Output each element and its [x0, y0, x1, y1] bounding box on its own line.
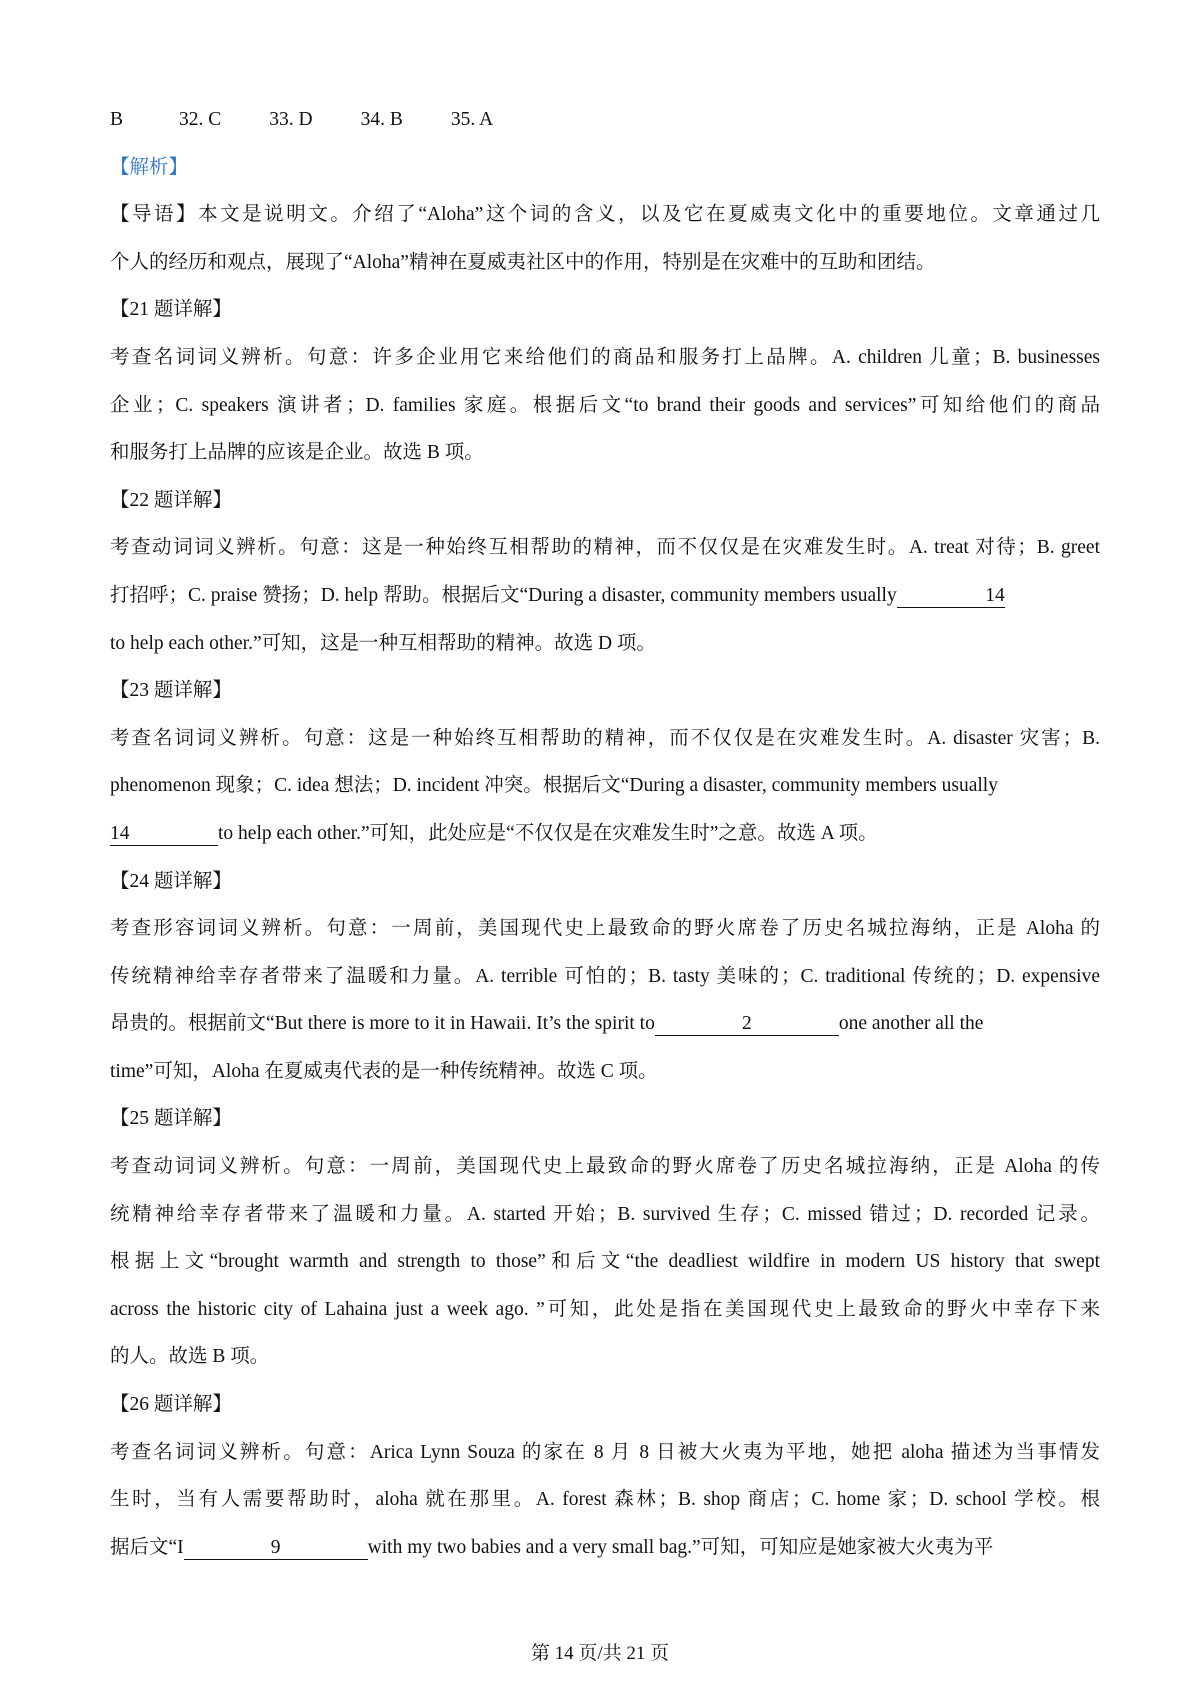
q22-text-line: to help each other.”可知，这是一种互相帮助的精神。故选 D 项。 [110, 632, 656, 654]
q22-text-line [110, 572, 1100, 620]
q26-text-segment: 据后文“I [110, 1536, 184, 1558]
q25-text-line: across the historic city of Lahaina just a week ago. ”可知，此处是指在美国现代史上最致命的野火中幸存下来 [110, 1298, 1100, 1320]
q21-text-line: 企业；C. speakers 演讲者；D. families 家庭。根据后文“to brand their goods and services”可知给他们的商品 [110, 394, 1100, 416]
q23-text-segment: to help each other.”可知，此处应是“不仅仅是在灾难发生时”之意。故选 A 项。 [218, 822, 878, 844]
q24-text-segment: one another all the [838, 1013, 984, 1035]
q22-text-segment: 打招呼；C. praise 赞扬；D. help 帮助。根据后文“During a disaster, community members usually [110, 584, 897, 606]
answer-item: 34. B [360, 109, 403, 130]
q26-heading: 【26 题详解】 [110, 1394, 232, 1416]
q25-text-line: 的人。故选 B 项。 [110, 1346, 270, 1368]
answer-blank: 9 [184, 1537, 368, 1560]
document-body [110, 96, 1100, 1571]
analysis-label: 【解析】 [110, 156, 189, 178]
q25-text-line: 考查动词词义辨析。句意：一周前，美国现代史上最致命的野火席卷了历史名城拉海纳，正是 Aloha 的传 [110, 1156, 1100, 1178]
q25-heading: 【25 题详解】 [110, 1108, 232, 1130]
intro-line: 【导语】本文是说明文。介绍了“Aloha”这个词的含义，以及它在夏威夷文化中的重要地位。文章通过几 [110, 204, 1100, 226]
q26-text-segment: with my two babies and a very small bag.”可知，可知应是她家被大火夷为平 [367, 1536, 994, 1558]
q25-text-line: 统精神给幸存者带来了温暖和力量。A. started 开始；B. survived 生存；C. missed 错过；D. recorded 记录。 [110, 1203, 1100, 1225]
answer-item: 32. C [179, 109, 222, 130]
q21-text-line: 考查名词词义辨析。句意：许多企业用它来给他们的商品和服务打上品牌。A. children 儿童；B. businesses [110, 346, 1100, 368]
page-footer: 第 14 页/共 21 页 [530, 1643, 670, 1664]
answer-blank: 14 [110, 823, 218, 846]
q24-text-line: time”可知，Aloha 在夏威夷代表的是一种传统精神。故选 C 项。 [110, 1060, 658, 1082]
q26-text-line: 考查名词词义辨析。句意：Arica Lynn Souza 的家在 8 月 8 日被大火夷为平地，她把 aloha 描述为当事情发 [110, 1441, 1100, 1463]
answer-blank: 14 [897, 585, 1005, 608]
q22-heading: 【22 题详解】 [110, 489, 232, 511]
q22-text-line: 考查动词词义辨析。句意：这是一种始终互相帮助的精神，而不仅仅是在灾难发生时。A. treat 对待；B. greet [110, 537, 1100, 559]
answer-item: B [110, 109, 124, 130]
answer-key-row [110, 96, 1100, 144]
q23-text-line [110, 810, 1100, 858]
answer-item: 33. D [269, 109, 313, 130]
q24-text-line: 考查形容词词义辨析。句意：一周前，美国现代史上最致命的野火席卷了历史名城拉海纳，正是 Aloha 的 [110, 918, 1100, 940]
q26-text-line [110, 1524, 1100, 1572]
intro-line: 个人的经历和观点，展现了“Aloha”精神在夏威夷社区中的作用，特别是在灾难中的互助和团结。 [110, 251, 936, 273]
q23-text-line: 考查名词词义辨析。句意：这是一种始终互相帮助的精神，而不仅仅是在灾难发生时。A. disaster 灾害；B. [110, 727, 1100, 749]
q24-text-segment: 昂贵的。根据前文“But there is more to it in Hawaii. It’s the spirit to [110, 1013, 655, 1035]
q25-text-line: 根据上文“brought warmth and strength to those”和后文“the deadliest wildfire in modern US history that swept [110, 1251, 1100, 1273]
q26-text-line: 生时，当有人需要帮助时，aloha 就在那里。A. forest 森林；B. shop 商店；C. home 家；D. school 学校。根 [110, 1489, 1100, 1511]
q23-text-line: phenomenon 现象；C. idea 想法；D. incident 冲突。根据后文“During a disaster, community members usually [110, 775, 998, 797]
q23-heading: 【23 题详解】 [110, 680, 232, 702]
q24-text-line: 传统精神给幸存者带来了温暖和力量。A. terrible 可怕的；B. tasty 美味的；C. traditional 传统的；D. expensive [110, 965, 1100, 987]
q24-heading: 【24 题详解】 [110, 870, 232, 892]
answer-blank: 2 [655, 1013, 839, 1036]
q21-text-line: 和服务打上品牌的应该是企业。故选 B 项。 [110, 442, 484, 464]
q24-text-line [110, 1000, 1100, 1048]
q21-heading: 【21 题详解】 [110, 299, 232, 321]
answer-item: 35. A [450, 109, 494, 130]
